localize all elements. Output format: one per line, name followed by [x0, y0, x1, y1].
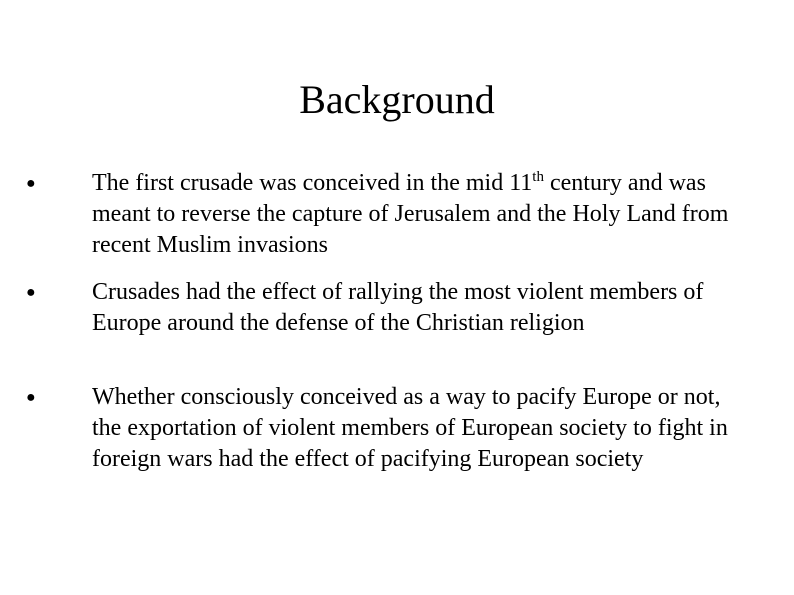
bullet-dot-icon: ● [26, 284, 36, 301]
bullet-text: Whether consciously conceived as a way to pacify Europe or not, the exportation of violent members of European society to fight in foreign wars had the effect of pacifying European society [92, 384, 728, 472]
bullet-text-part: century and was meant to reverse the capture of Jerusalem and the Holy Land from recent Muslim invasions [92, 170, 729, 258]
bullet-text [92, 168, 732, 261]
bullet-dot-icon: ● [26, 175, 36, 192]
bullet-text: Crusades had the effect of rallying the most violent members of Europe around the defense of the Christian religion [92, 279, 704, 336]
slide-title: Background [299, 77, 495, 122]
bullet-dot-icon: ● [26, 389, 36, 406]
ordinal-suffix: th [532, 169, 544, 185]
bullet-text-part: The first crusade was conceived in the mid 11 [92, 170, 533, 196]
